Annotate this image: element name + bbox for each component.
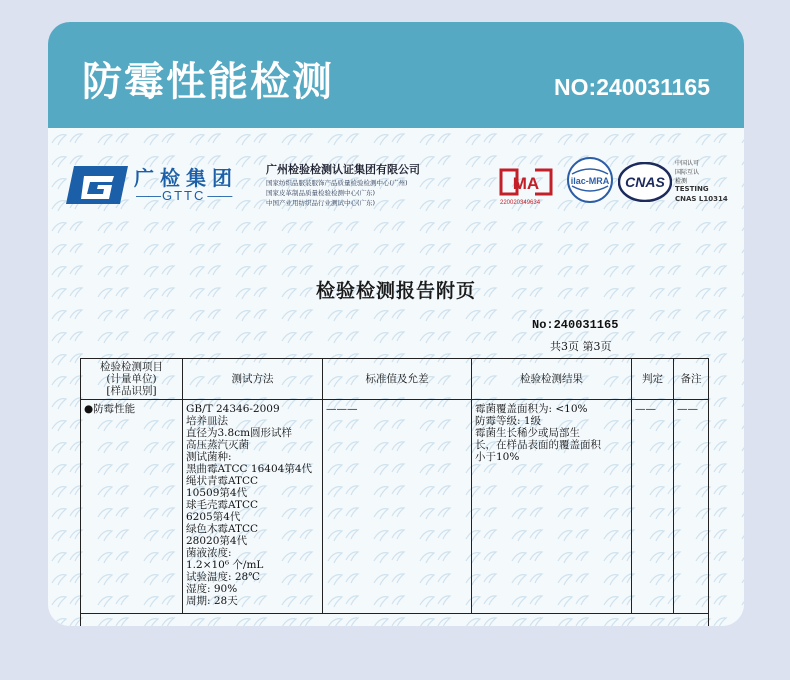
report-card: [48, 22, 744, 626]
cnas-text: 检测: [675, 178, 688, 185]
header-judgment: 判定: [632, 359, 674, 400]
organization-subtitle: 国家纺织品服装服饰产品质量检验检测中心(广州): [266, 179, 408, 187]
title-banner: [48, 22, 744, 128]
cma-code: 220020349634: [500, 200, 541, 206]
cnas-text: 中国认可: [675, 160, 700, 167]
cnas-mark: [618, 162, 672, 202]
cnas-label: CNAS: [625, 174, 665, 190]
header-result: 检验检测结果: [472, 359, 632, 400]
organization-subtitle: 国家皮革制品质量检验检测中心(广东): [266, 189, 376, 197]
cell-judgment: ——: [632, 400, 674, 614]
cnas-text: TESTING: [675, 185, 709, 193]
cell-result: 霉菌覆盖面积为: <10% 防霉等级: 1级 霉菌生长稀少或局部生 长，在样品表面的覆盖面积 小于10%: [472, 400, 632, 614]
organization-name: 广州检验检测认证集团有限公司: [266, 163, 420, 176]
report-number: No:240031165: [532, 318, 619, 332]
header-standard: 标准值及允差: [323, 359, 472, 400]
table-header-row: [81, 359, 709, 400]
ilac-mra-mark: [566, 156, 614, 204]
cell-item: ●防霉性能: [81, 400, 183, 614]
blank-cell: [81, 614, 709, 627]
header-remark: 备注: [674, 359, 709, 400]
cma-label: MA: [512, 174, 540, 193]
banner-title: 防霉性能检测: [82, 59, 334, 105]
report-title: 检验检测报告附页: [315, 280, 476, 302]
table-blank-row: [81, 614, 709, 627]
organization-subtitle: 中国产业用纺织品行业测试中心(广东): [266, 199, 376, 207]
results-table: [80, 358, 709, 626]
page-info: 共3页 第3页: [550, 340, 612, 353]
header-method: 测试方法: [183, 359, 323, 400]
cnas-text: CNAS L10314: [675, 195, 728, 203]
ilac-label: ilac-MRA: [570, 176, 610, 186]
cma-certification-mark: [498, 166, 554, 198]
cell-remark: ——: [674, 400, 709, 614]
header-item: 检验检测项目 (计量单位) [样品识别]: [81, 359, 183, 400]
logo-english-name: —— GTTC ——: [134, 188, 233, 203]
cell-method: GB/T 24346-2009 培养皿法 直径为3.8cm圆形试样 高压蒸汽灭菌 测试菌种: 黑曲霉ATCC 16404第4代 绳状青霉ATCC 10509第4代 球毛壳霉ATCC 6205第4代 绿色木霉ATCC 28020第4代 菌液浓度: 1.2×10⁶ 个/mL 试验温度: 28℃ 湿度: 90% 周期: 28天: [183, 400, 323, 614]
report-document: [48, 128, 744, 626]
gttc-logo-icon: [66, 164, 128, 206]
cell-standard: ———: [323, 400, 472, 614]
table-row: [81, 400, 709, 614]
logo-chinese-name: 广检集团: [134, 166, 238, 190]
banner-report-number: NO:240031165: [553, 74, 710, 100]
cnas-text: 国际互认: [675, 169, 700, 176]
